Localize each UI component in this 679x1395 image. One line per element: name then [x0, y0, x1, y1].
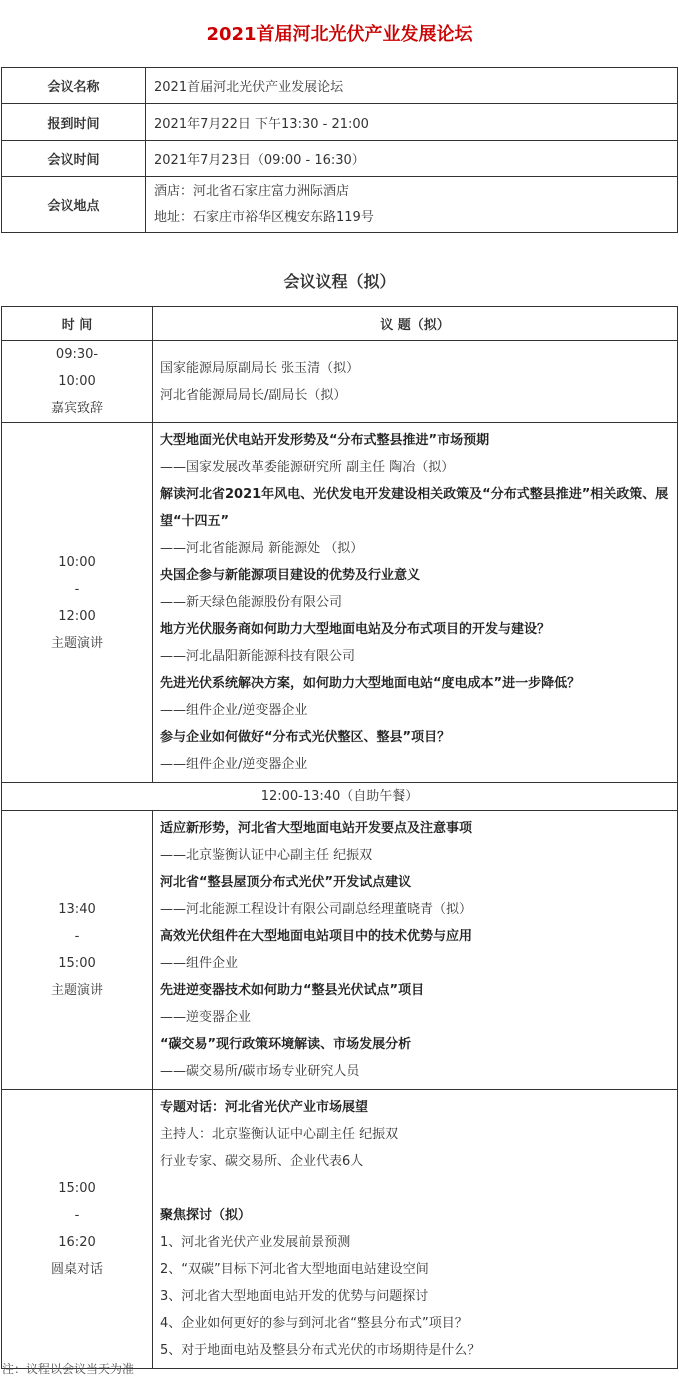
- page-title: 2021首届河北光伏产业发展论坛: [206, 24, 473, 45]
- meeting-time-value: 2021年7月23日（09:00 - 16:30）: [146, 141, 678, 177]
- participants-line: 行业专家、碳交易所、企业代表6人: [160, 1154, 364, 1169]
- topic-title: 高效光伏组件在大型地面电站项目中的技术优势与应用: [160, 929, 473, 944]
- agenda-table: [1, 306, 678, 1369]
- agenda-row: [2, 341, 678, 423]
- agenda-title: 会议议程（拟）: [283, 272, 396, 291]
- speaker-line: ——河北晶阳新能源科技有限公司: [160, 649, 356, 664]
- session-time: [2, 811, 153, 1090]
- session-topics: [153, 811, 678, 1090]
- speaker-line: ——组件企业: [160, 956, 239, 971]
- session-type: 主题演讲: [50, 983, 103, 998]
- speaker-line: 河北省能源局局长/副局长（拟）: [160, 387, 347, 403]
- speaker-line: ——北京鉴衡认证中心副主任 纪振双: [160, 848, 373, 863]
- topic-title: 大型地面光伏电站开发形势及“分布式整县推进”市场预期: [160, 433, 490, 448]
- topic-title: 河北省“整县屋顶分布式光伏”开发试点建议: [160, 875, 412, 890]
- speaker-line: ——国家发展改革委能源研究所 副主任 陶冶（拟）: [160, 460, 455, 475]
- speaker-line: ——碳交易所/碳市场专业研究人员: [160, 1064, 360, 1079]
- topic-title: 参与企业如何做好“分布式光伏整区、整县”项目？: [160, 730, 451, 745]
- meeting-time-label: 会议时间: [2, 141, 146, 177]
- speaker-line: ——河北省能源局 新能源处 （拟）: [160, 541, 364, 556]
- discussion-item: 1、河北省光伏产业发展前景预测: [160, 1235, 351, 1250]
- spacer: [160, 1175, 671, 1202]
- session-time: [2, 423, 153, 783]
- session-topics: [153, 1090, 678, 1369]
- topic-title: 聚焦探讨（拟）: [160, 1208, 252, 1223]
- topic-title: 地方光伏服务商如何助力大型地面电站及分布式项目的开发与建设？: [160, 622, 551, 637]
- speaker-line: ——新天绿色能源股份有限公司: [160, 595, 343, 610]
- agenda-row: [2, 1090, 678, 1369]
- session-start: 10:00: [58, 554, 96, 570]
- topic-title: 专题对话：河北省光伏产业市场展望: [160, 1100, 369, 1115]
- checkin-time-value: 2021年7月22日 下午13:30 - 21:00: [146, 104, 678, 141]
- session-type: 圆桌对话: [50, 1262, 103, 1277]
- topic-title: 先进逆变器技术如何助力“整县光伏试点”项目: [160, 983, 425, 998]
- discussion-item: 4、企业如何更好的参与到河北省“整县分布式”项目？: [160, 1316, 468, 1331]
- topic-title: 适应新形势，河北省大型地面电站开发要点及注意事项: [160, 821, 473, 836]
- topic-column-header: 议 题（拟）: [153, 307, 678, 341]
- discussion-item: 3、河北省大型地面电站开发的优势与问题探讨: [160, 1289, 429, 1304]
- agenda-row: [2, 423, 678, 783]
- session-start: 15:00: [58, 1181, 96, 1196]
- session-start: 13:40: [58, 902, 96, 917]
- host-line: 主持人：北京鉴衡认证中心副主任 纪振双: [160, 1127, 399, 1142]
- speaker-line: ——河北能源工程设计有限公司副总经理董晓青（拟）: [160, 902, 473, 917]
- session-dash: -: [74, 1208, 80, 1223]
- session-end: 16:20: [58, 1235, 96, 1250]
- speaker-line: ——逆变器企业: [160, 1010, 252, 1025]
- speaker-line: 国家能源局原副局长 张玉清（拟）: [160, 360, 360, 376]
- time-column-header: 时 间: [2, 307, 153, 341]
- discussion-item: 5、对于地面电站及整县分布式光伏的市场期待是什么？: [160, 1343, 481, 1358]
- session-dash: -: [74, 581, 80, 597]
- session-time: [2, 1090, 153, 1369]
- session-type: 主题演讲: [50, 635, 103, 651]
- session-time: [2, 341, 153, 423]
- session-topics: [153, 423, 678, 783]
- meeting-info-table: [1, 67, 678, 233]
- speaker-line: ——组件企业/逆变器企业: [160, 757, 308, 772]
- lunch-break: 12:00-13:40（自助午餐）: [2, 783, 678, 811]
- footnote: 注：议程以会议当天为准: [2, 1362, 135, 1376]
- checkin-time-label: 报到时间: [2, 104, 146, 141]
- discussion-item: 2、“双碳”目标下河北省大型地面电站建设空间: [160, 1262, 429, 1277]
- agenda-row: [2, 811, 678, 1090]
- agenda-row: [2, 783, 678, 811]
- venue-address: 地址：石家庄市裕华区槐安东路119号: [154, 209, 374, 225]
- session-type: 嘉宾致辞: [50, 401, 103, 416]
- session-topics: [153, 341, 678, 423]
- meeting-name-value: 2021首届河北光伏产业发展论坛: [146, 68, 678, 104]
- session-end: 10:00: [58, 374, 96, 389]
- meeting-name-label: 会议名称: [2, 68, 146, 104]
- session-end: 12:00: [58, 608, 96, 624]
- venue-hotel: 酒店：河北省石家庄富力洲际酒店: [154, 183, 350, 199]
- topic-title: “碳交易”现行政策环境解读、市场发展分析: [160, 1037, 412, 1052]
- topic-title: 央国企参与新能源项目建设的优势及行业意义: [160, 568, 421, 583]
- topic-title: 先进光伏系统解决方案，如何助力大型地面电站“度电成本”进一步降低？: [160, 676, 581, 691]
- speaker-line: ——组件企业/逆变器企业: [160, 703, 308, 718]
- session-dash: -: [74, 929, 80, 944]
- session-end: 15:00: [58, 956, 96, 971]
- venue-value: [146, 177, 678, 233]
- venue-label: 会议地点: [2, 177, 146, 233]
- session-start: 09:30-: [55, 347, 99, 362]
- topic-title: 解读河北省2021年风电、光伏发电开发建设相关政策及“分布式整县推进”相关政策、展望“十四五”: [160, 487, 669, 529]
